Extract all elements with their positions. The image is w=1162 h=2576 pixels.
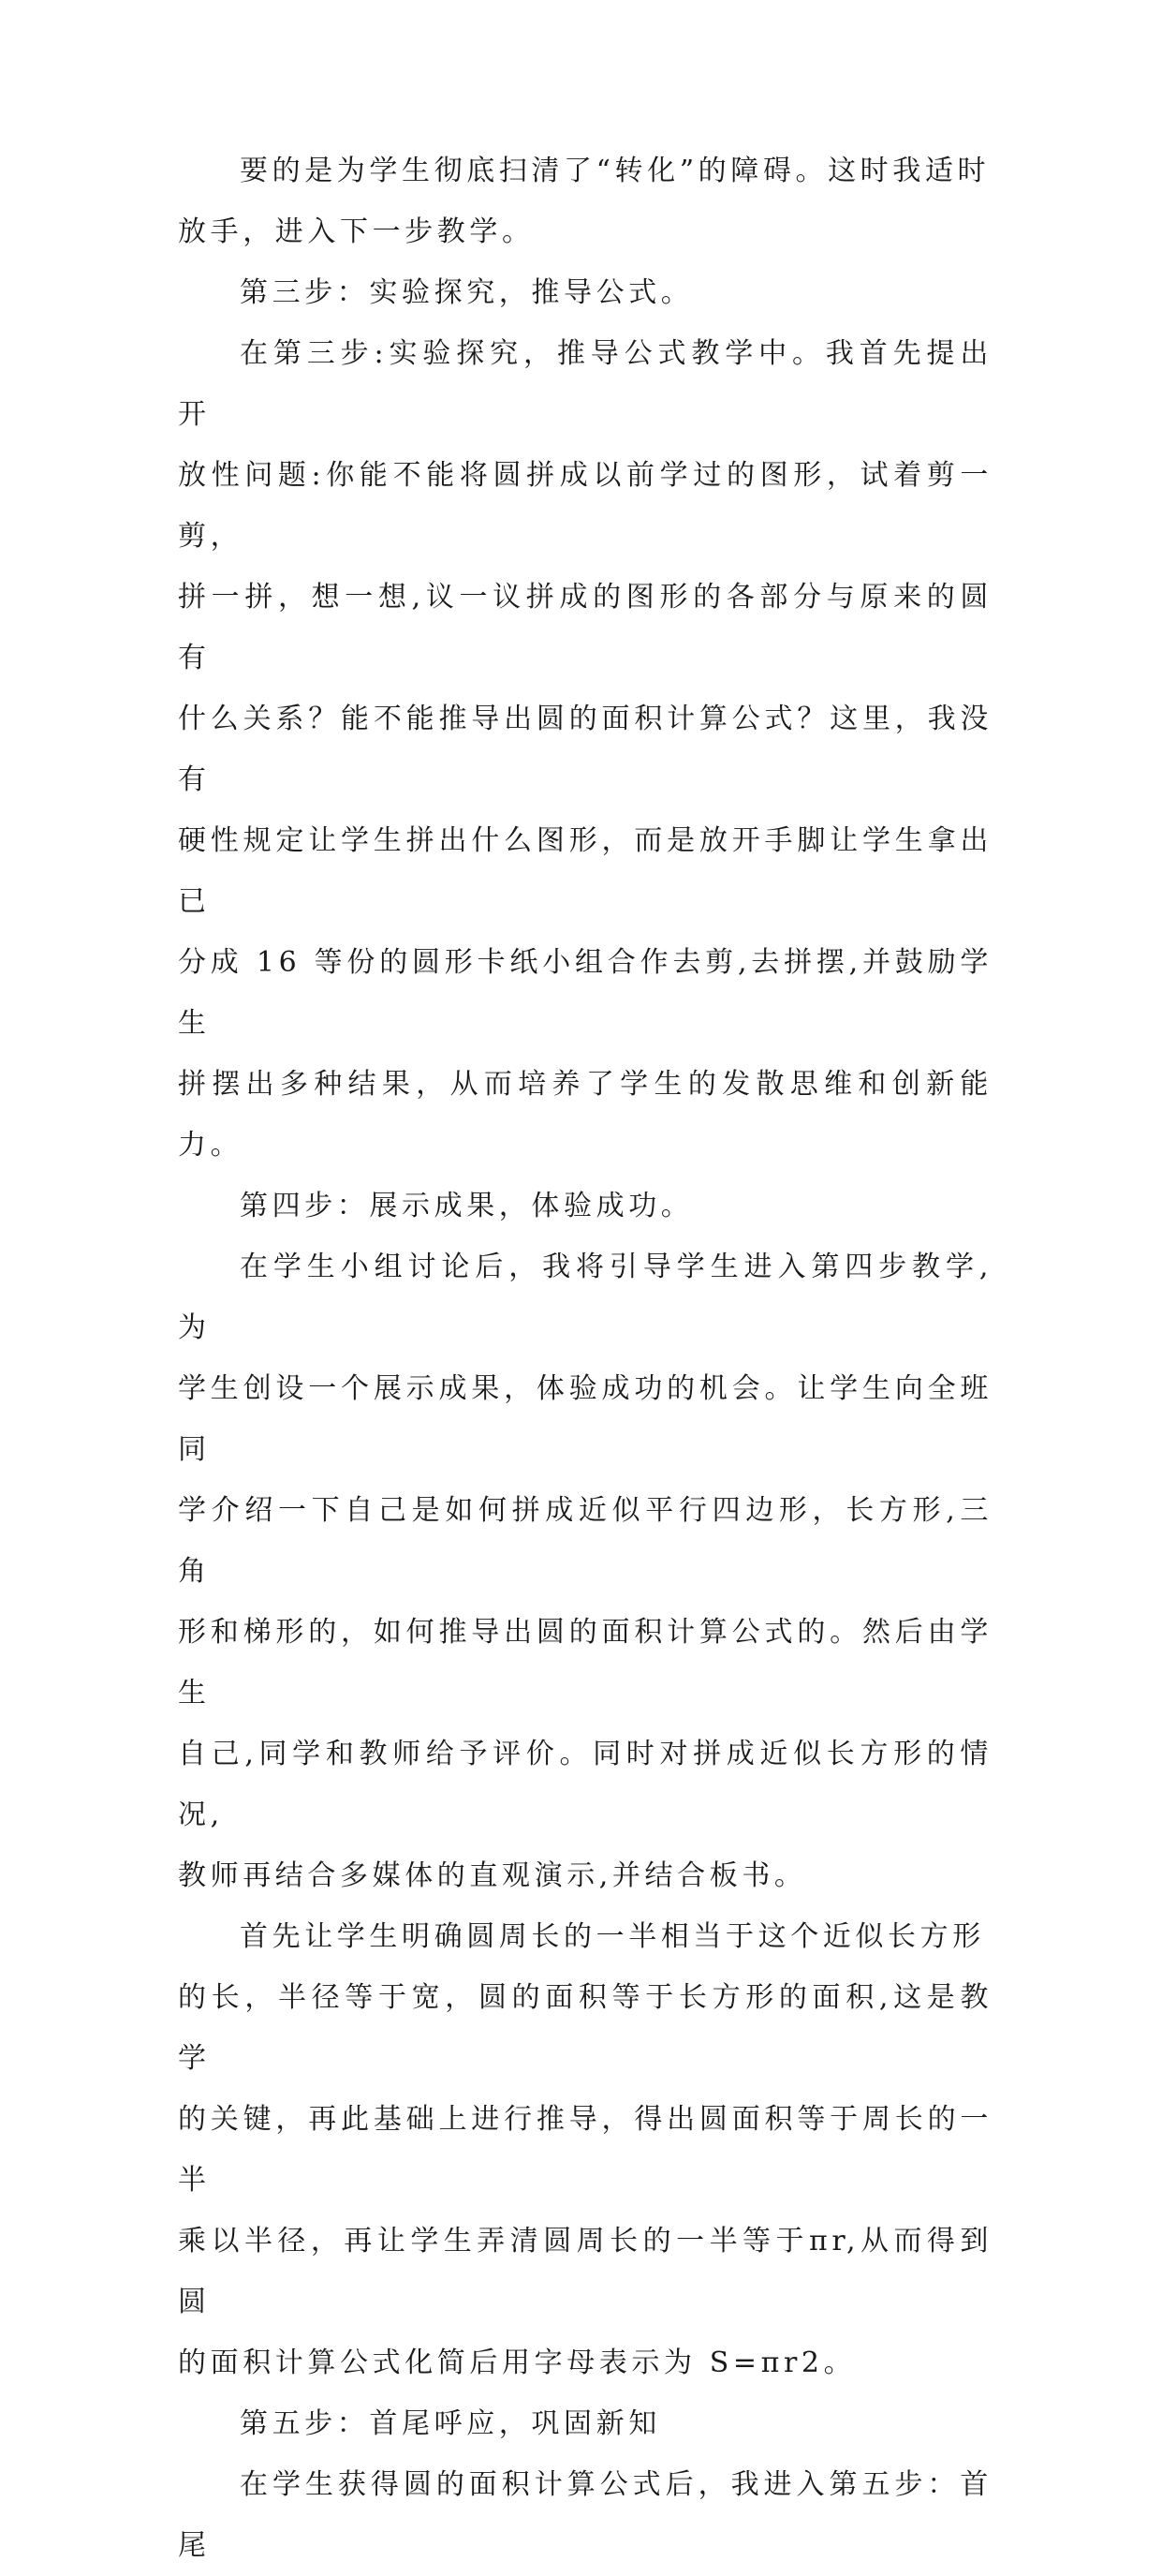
text-line: 硬性规定让学生拼出什么图形，而是放开手脚让学生拿出已 — [178, 824, 993, 918]
text-line: 分成 16 等份的圆形卡纸小组合作去剪,去拼摆,并鼓励学生 — [178, 946, 993, 1040]
text-line: 要的是为学生彻底扫清了“转化”的障碍。这时我适时 — [240, 155, 991, 187]
text-line: 拼一拼，想一想,议一议拼成的图形的各部分与原来的圆有 — [178, 581, 993, 674]
text-line: 首先让学生明确圆周长的一半相当于这个近似长方形 — [240, 1920, 985, 1953]
text-line: 学生创设一个展示成果，体验成功的机会。让学生向全班同 — [178, 1372, 993, 1466]
text-line: 第三步：实验探究，推导公式。 — [240, 276, 694, 309]
text-line: 乘以半径，再让学生弄清圆周长的一半等于πr,从而得到圆 — [178, 2225, 993, 2318]
paragraph-p7 — [178, 2393, 993, 2454]
text-line: 在第三步:实验探究，推导公式教学中。我首先提出开 — [178, 337, 993, 431]
text-line: 第四步：展示成果，体验成功。 — [240, 1190, 694, 1222]
paragraph-p3 — [178, 323, 993, 1176]
text-line: 学介绍一下自己是如何拼成近似平行四边形，长方形,三角 — [178, 1494, 993, 1588]
paragraph-p5 — [178, 1236, 993, 1906]
document-body — [178, 141, 993, 2576]
text-line: 教师再结合多媒体的直观演示,并结合板书。 — [178, 1859, 807, 1892]
text-line: 自己,同学和教师给予评价。同时对拼成近似长方形的情况, — [178, 1738, 993, 1831]
text-line: 拼摆出多种结果，从而培养了学生的发散思维和创新能力。 — [178, 1068, 993, 1162]
paragraph-p6 — [178, 1906, 993, 2393]
text-line: 形和梯形的，如何推导出圆的面积计算公式的。然后由学生 — [178, 1616, 993, 1710]
text-line: 放手，进入下一步教学。 — [178, 215, 535, 248]
text-line: 第五步：首尾呼应，巩固新知 — [240, 2407, 661, 2440]
text-line: 的关键，再此基础上进行推导，得出圆面积等于周长的一半 — [178, 2103, 993, 2197]
text-line: 的面积计算公式化简后用字母表示为 S=πr2。 — [178, 2347, 857, 2379]
text-line: 在学生小组讨论后，我将引导学生进入第四步教学,为 — [178, 1251, 993, 1344]
text-line: 放性问题:你能不能将圆拼成以前学过的图形，试着剪一剪， — [178, 459, 993, 553]
paragraph-p2 — [178, 262, 993, 323]
text-line: 的长，半径等于宽，圆的面积等于长方形的面积,这是教学 — [178, 1981, 993, 2075]
paragraph-p8 — [178, 2454, 993, 2576]
text-line: 什么关系？能不能推导出圆的面积计算公式？这里，我没有 — [178, 703, 993, 796]
paragraph-p4 — [178, 1176, 993, 1236]
text-line: 在学生获得圆的面积计算公式后，我进入第五步：首尾 — [178, 2468, 993, 2562]
paragraph-p1 — [178, 141, 993, 262]
